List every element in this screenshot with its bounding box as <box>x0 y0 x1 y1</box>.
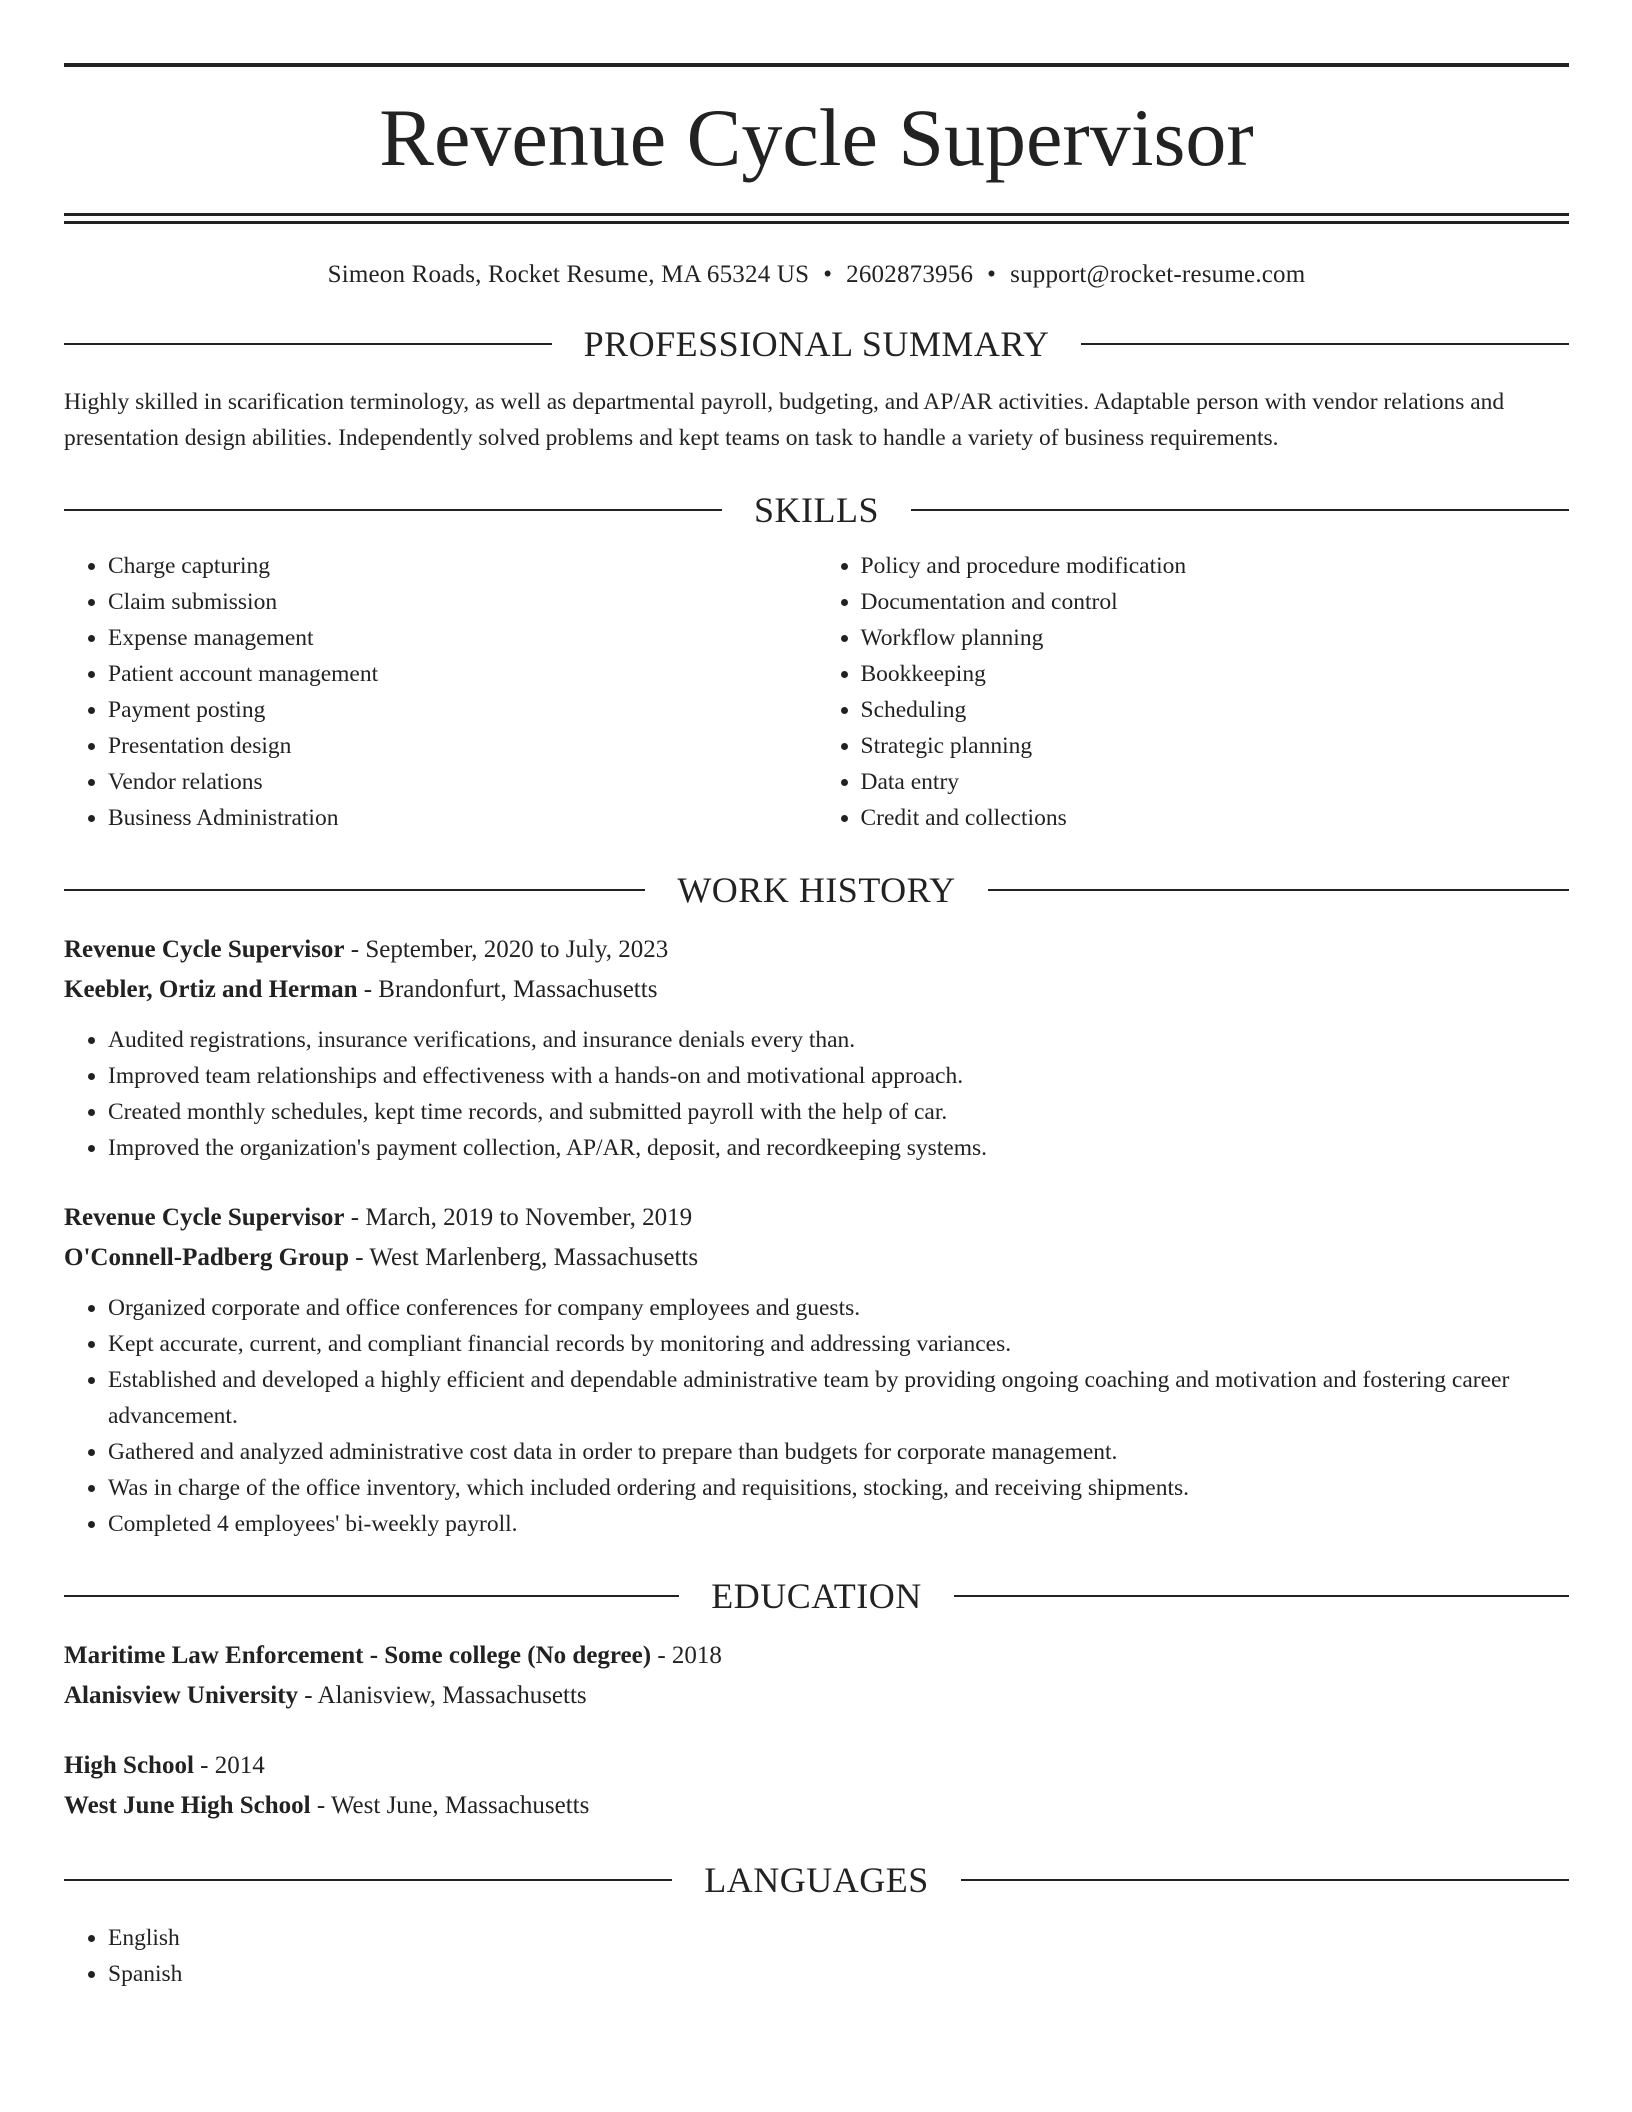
heading-rule <box>1081 343 1569 345</box>
skill-item: • Business Administration <box>108 800 817 836</box>
skill-item: • Scheduling <box>861 692 1570 728</box>
education-school: Alanisview University <box>64 1682 299 1709</box>
section-heading-summary <box>64 326 1569 362</box>
summary-text: Highly skilled in scarification terminology, as well as departmental payroll, budgeting, and AP/AR activities. Adaptable person with vendor relations and presentation design abilities. Independently solved problems and kept teams on task to handle a variety of business requirements. <box>64 389 1505 451</box>
job-bullet: • Established and developed a highly efficient and dependable administrative team by providing ongoing coaching and motivation and fostering career advancement. <box>108 1362 1569 1434</box>
heading-rule <box>911 509 1569 511</box>
job-bullet: • Kept accurate, current, and compliant financial records by monitoring and addressing variances. <box>108 1326 1569 1362</box>
skill-item: • Payment posting <box>108 692 817 728</box>
skill-item: • Expense management <box>108 620 817 656</box>
skills-column-left <box>64 548 817 836</box>
job-company: O'Connell-Padberg Group <box>64 1244 349 1271</box>
job-bullets <box>64 1290 1569 1542</box>
job-bullet: • Organized corporate and office conferences for company employees and guests. <box>108 1290 1569 1326</box>
skill-item: • Workflow planning <box>861 620 1570 656</box>
resume-name: Revenue Cycle Supervisor <box>379 92 1254 183</box>
job-title-line <box>64 1198 1569 1238</box>
job-entry <box>64 1198 1569 1542</box>
heading-rule <box>64 889 645 891</box>
skill-item: • Strategic planning <box>861 728 1570 764</box>
heading-rule <box>988 889 1569 891</box>
section-title: SKILLS <box>754 490 880 530</box>
skills-column-right <box>817 548 1570 836</box>
skills-list <box>64 548 1569 836</box>
heading-rule <box>64 509 722 511</box>
contact-line <box>64 260 1569 290</box>
job-location: - West Marlenberg, Massachusetts <box>349 1244 699 1271</box>
contact-email[interactable]: support@rocket-resume.com <box>1010 261 1306 288</box>
skill-item: • Bookkeeping <box>861 656 1570 692</box>
skill-item: • Charge capturing <box>108 548 817 584</box>
education-degree: High School <box>64 1752 194 1779</box>
education-degree-line <box>64 1746 1569 1786</box>
contact-phone: 2602873956 <box>846 261 974 288</box>
education-school: West June High School <box>64 1792 311 1819</box>
section-title: EDUCATION <box>711 1576 922 1616</box>
job-bullet: • Created monthly schedules, kept time records, and submitted payroll with the help of car. <box>108 1094 1569 1130</box>
heading-rule <box>64 1595 679 1597</box>
skill-item: • Documentation and control <box>861 584 1570 620</box>
section-title: WORK HISTORY <box>677 870 956 910</box>
job-company-line <box>64 970 1569 1010</box>
job-company-line <box>64 1238 1569 1278</box>
job-bullets <box>64 1022 1569 1166</box>
education-location: - Alanisview, Massachusetts <box>298 1682 587 1709</box>
education-school-line <box>64 1786 1569 1826</box>
job-entry <box>64 930 1569 1166</box>
section-heading-education <box>64 1578 1569 1614</box>
languages-list <box>64 1920 1569 1992</box>
contact-separator: • <box>987 261 997 288</box>
education-degree-line <box>64 1636 1569 1676</box>
job-bullet: • Was in charge of the office inventory, which included ordering and requisitions, stocking, and receiving shipments. <box>108 1470 1569 1506</box>
section-heading-languages <box>64 1862 1569 1898</box>
skill-item: • Presentation design <box>108 728 817 764</box>
job-bullet: • Improved the organization's payment collection, AP/AR, deposit, and recordkeeping systems. <box>108 1130 1569 1166</box>
job-dates: - March, 2019 to November, 2019 <box>344 1204 693 1231</box>
heading-rule <box>64 1879 672 1881</box>
section-heading-work-history <box>64 872 1569 908</box>
skill-item: • Patient account management <box>108 656 817 692</box>
education-school-line <box>64 1676 1569 1716</box>
skill-item: • Claim submission <box>108 584 817 620</box>
skill-item: • Credit and collections <box>861 800 1570 836</box>
education-degree: Maritime Law Enforcement - Some college (No degree) <box>64 1642 652 1669</box>
skill-item: • Vendor relations <box>108 764 817 800</box>
heading-rule <box>961 1879 1569 1881</box>
heading-rule <box>954 1595 1569 1597</box>
job-dates: - September, 2020 to July, 2023 <box>344 936 669 963</box>
job-bullet: • Audited registrations, insurance verifications, and insurance denials every than. <box>108 1022 1569 1058</box>
skill-item: • Policy and procedure modification <box>861 548 1570 584</box>
education-year: - 2014 <box>193 1752 265 1779</box>
job-location: - Brandonfurt, Massachusetts <box>357 976 658 1003</box>
job-bullet: • Gathered and analyzed administrative cost data in order to prepare than budgets for corporate management. <box>108 1434 1569 1470</box>
education-entry <box>64 1746 1569 1826</box>
job-bullet: • Improved team relationships and effectiveness with a hands-on and motivational approach. <box>108 1058 1569 1094</box>
heading-rule <box>64 343 552 345</box>
double-rule <box>64 213 1569 224</box>
language-item: • English <box>108 1920 1569 1956</box>
section-heading-skills <box>64 492 1569 528</box>
section-title: PROFESSIONAL SUMMARY <box>583 324 1050 364</box>
education-location: - West June, Massachusetts <box>310 1792 590 1819</box>
contact-address: Simeon Roads, Rocket Resume, MA 65324 US <box>327 261 810 288</box>
language-item: • Spanish <box>108 1956 1569 1992</box>
top-rule <box>64 63 1569 67</box>
education-year: - 2018 <box>651 1642 722 1669</box>
contact-separator: • <box>823 261 833 288</box>
job-bullet: • Completed 4 employees' bi-weekly payroll. <box>108 1506 1569 1542</box>
section-title: LANGUAGES <box>704 1860 929 1900</box>
skill-item: • Data entry <box>861 764 1570 800</box>
education-entry <box>64 1636 1569 1716</box>
job-title: Revenue Cycle Supervisor <box>64 1204 345 1231</box>
job-title-line <box>64 930 1569 970</box>
job-company: Keebler, Ortiz and Herman <box>64 976 358 1003</box>
job-title: Revenue Cycle Supervisor <box>64 936 345 963</box>
